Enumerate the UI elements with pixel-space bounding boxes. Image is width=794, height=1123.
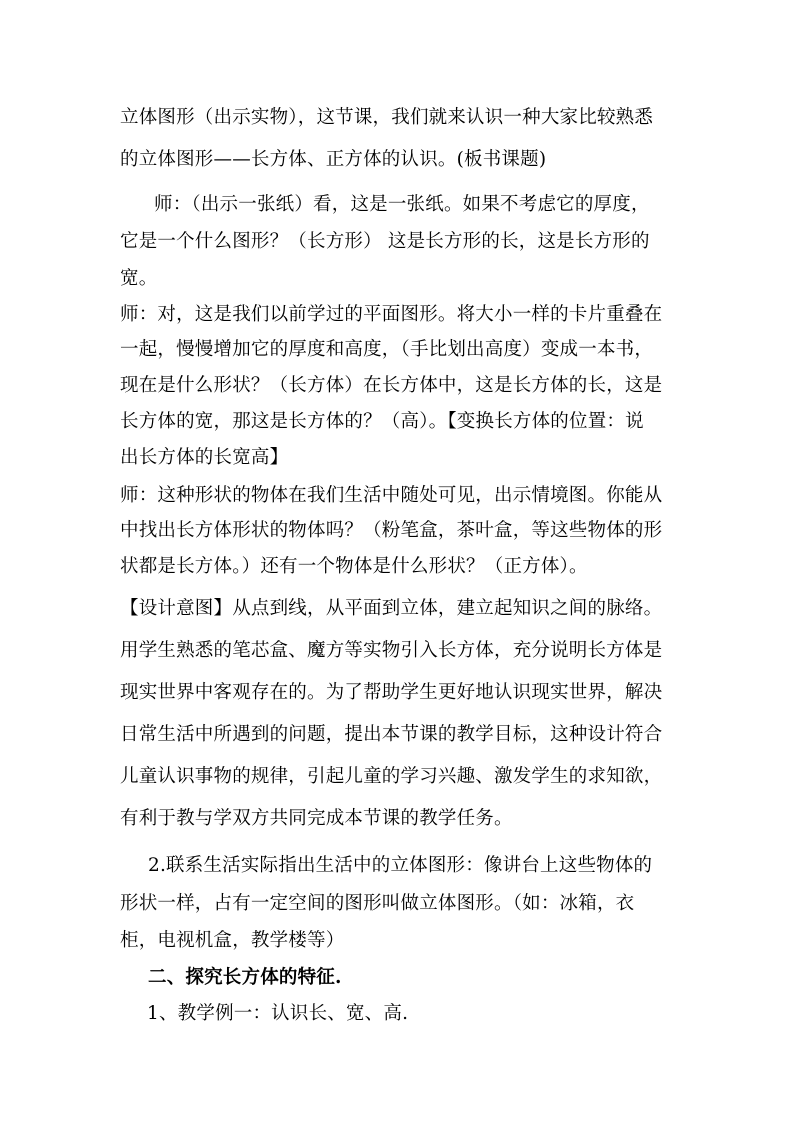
text-line: 有利于教与学双方共同完成本节课的教学任务。 — [120, 808, 513, 829]
text-line: 宽。 — [120, 268, 158, 289]
text-line: 的立体图形——长方体、正方体的认识。(板书课题) — [120, 149, 547, 170]
text-line: 柜，电视机盒，教学楼等） — [120, 930, 345, 951]
text-line: 形状一样，占有一定空间的图形叫做立体图形。（如：冰箱，衣 — [120, 893, 635, 914]
design-intent-line: 【设计意图】从点到线，从平面到立体，建立起知识之间的脉络。 — [120, 598, 663, 619]
text-line: 用学生熟悉的笔芯盒、魔方等实物引入长方体，充分说明长方体是 — [120, 640, 663, 661]
text-line: 长方体的宽，那这是长方体的？（高）。【变换长方体的位置：说 — [120, 411, 644, 432]
text-line: 儿童认识事物的规律，引起儿童的学习兴趣、激发学生的求知欲， — [120, 766, 663, 787]
section-heading: 二、探究长方体的特征. — [148, 967, 342, 988]
text-line: 师：对，这是我们以前学过的平面图形。将大小一样的卡片重叠在 — [120, 304, 663, 325]
text-line: 日常生活中所遇到的问题，提出本节课的教学目标，这种设计符合 — [120, 724, 663, 745]
text-line: 2.联系生活实际指出生活中的立体图形：像讲台上这些物体的 — [148, 855, 653, 876]
text-line: 立体图形（出示实物），这节课，我们就来认识一种大家比较熟悉 — [120, 107, 654, 128]
text-line: 师：这种形状的物体在我们生活中随处可见，出示情境图。你能从 — [120, 485, 663, 506]
text-line: 中找出长方体形状的物体吗？（粉笔盒，茶叶盒，等这些物体的形 — [120, 520, 663, 541]
text-line: 现实世界中客观存在的。为了帮助学生更好地认识现实世界，解决 — [120, 682, 663, 703]
text-line: 一起，慢慢增加它的厚度和高度，（手比划出高度）变成一本书， — [120, 339, 654, 360]
text-line: 出长方体的长宽高】 — [120, 447, 289, 468]
text-line: 它是一个什么图形？（长方形） 这是长方形的长，这是长方形的 — [120, 231, 650, 252]
subsection-heading: 1、教学例一：认识长、宽、高. — [147, 1003, 409, 1024]
text-line: 状都是长方体。）还有一个物体是什么形状？（正方体）。 — [120, 556, 588, 577]
text-line: 师：（出示一张纸）看，这是一张纸。如果不考虑它的厚度， — [154, 194, 650, 215]
text-line: 现在是什么形状？（长方体）在长方体中，这是长方体的长，这是 — [120, 375, 663, 396]
